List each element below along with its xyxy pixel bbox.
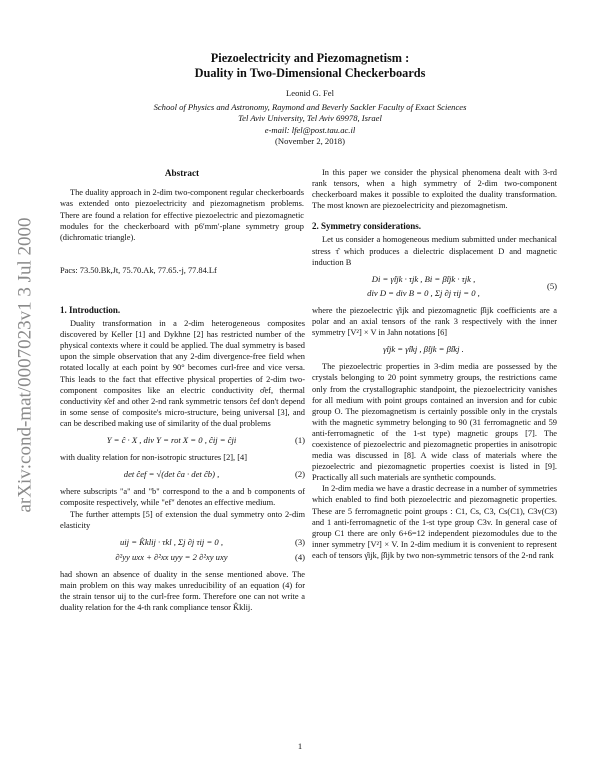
section-2-paragraph-3: The piezoelectric properties in 3-dim media are possessed by the crystals belonging to 20 point symmetry groups, the restrictions came only from the crystallographic standpoint, the piezoelectricity vanishes for all medium with point groups contained an inversion and for cubic group O. The piezomagnetism is certainly possible only in the crystals with the magnetic symmetry belonging to 90 (31 ferromagnetic and 59 anti-ferromagnetic of the 1-st type) magnetic groups [7]. The coexistence of piezoelectric and piezomagnetic properties in anisotropic media was discussed in [8]. A wide class of materials where the piezoelectric and piezomagnetic properties coexist is listed in [9]. Practically all such materials are synthetic compounds. [312,362,557,483]
section-1-paragraph-1: Duality transformation in a 2-dim heterogeneous composites discovered by Keller [1] and Dykhne [2] has restricted number of the physical contexts where it could be applied. The dual symmetry is based upon the simple observation that any 2-dim divergence-free field when rotated locally at each point by 90° becomes curl-free and vice versa. This leads to the fact that effective physical properties of 2-dim two-component composites like an electric conductivity σ̂ef, thermal conductivity κ̂ef and other 2-nd rank symmetric tensors ĉef don't depend in some sense of composite's micro-structure, being universal [3], and can be described making use of similarity of the dual problems [60,319,305,428]
page-number: 1 [297,741,303,751]
author-name: Leonid G. Fel [286,88,334,98]
equation-4-body: ∂²yy uxx + ∂²xx uyy = 2 ∂²xy uxy [115,551,228,562]
title-line-2: Duality in Two-Dimensional Checkerboards [194,66,426,80]
equation-2 [60,469,305,480]
equation-1 [60,435,305,446]
section-1-paragraph-5: had shown an absence of duality in the sense mentioned above. The main problem on this way makes unreducibility of an equation (4) for the strain tensor uij to the curl-free form. Therefore one can not write a duality relation for the 4-th rank compliance tensor K̂klij. [60,569,305,613]
equation-5-line-2: div D = div B = 0 , Σj ∂j τij = 0 , [367,287,480,298]
abstract-heading: Abstract [164,168,200,178]
equation-1-number: (1) [294,435,305,446]
right-paragraph-1: In this paper we consider the physical phenomena dealt with 3-rd rank tensors, when a high symmetry of 2-dim two-component checkerboard makes it possible to exploited the duality transformation. The most known are piezoelectricity and piezomagnetism. [312,168,557,211]
title-line-1: Piezoelectricity and Piezomagnetism : [210,51,410,65]
section-2-paragraph-4: In 2-dim media we have a drastic decrease in a number of symmetries which enabled to find both piezoelectric and piezomagnetic properties. These are 5 ferromagnetic point groups : C1, Cs, C3, Cs(C1), C3v(C3) and 1 anti-ferromagnetic of the 1-st type group C3v. In general case of group C1 there are only 6+6=12 independent piezomodules due to the inner symmetry [V²] × V. In 2-dim medium it is convenient to represent each of tensors γ̂ijk, β̂ijk by two non-symmetric tensors of the 2-nd rank [312,484,557,560]
section-1-paragraph-3: where subscripts "a" and "b" correspond to the a and b components of composite respectively, while "ef" denotes an effective medium. [60,487,305,508]
equation-2-body: det ĉef = √(det ĉa · det ĉb) , [123,469,220,480]
equation-5-line-1: Di = γ̂ijk · τjk , Bi = β̂ijk · τjk , [371,273,476,284]
left-column [60,305,305,613]
equation-6-body: γ̂ijk = γ̂ikj , β̂ijk = β̂ikj . [383,344,464,355]
email: e-mail: lfel@post.tau.ac.il [264,124,356,135]
affiliation-line-1: School of Physics and Astronomy, Raymond and Beverly Sackler Faculty of Exact Sciences [153,101,467,112]
paper-title [100,51,520,81]
section-2-heading: 2. Symmetry considerations. [312,221,421,232]
arxiv-sidebar-id: arXiv:cond-mat/0007023v1 3 Jul 2000 [14,217,35,513]
equation-4 [60,552,305,563]
section-2-paragraph-2: where the piezoelectric γ̂ijk and piezomagnetic β̂ijk coefficients are a polar and an axial tensors of the rank 3 respectively with the inner symmetry [V²] × V in Jahn notations [6] [312,305,557,338]
equation-5-number: (5) [546,280,557,291]
equation-1-body: Y = ĉ · X , div Y = rot X = 0 , ĉij = ĉji [106,435,237,446]
section-2-paragraph-1: Let us consider a homogeneous medium submitted under mechanical stress τ̂ which produces a dielectric displacement D and magnetic induction B [312,235,557,267]
date: (November 2, 2018) [275,136,345,146]
author-block [90,88,530,148]
equation-3 [60,537,305,548]
right-column [312,167,557,561]
pacs-line: Pacs: 73.50.Bk,Jt, 75.70.Ak, 77.65.-j, 77.84.Lf [60,266,217,275]
equation-6 [312,344,557,355]
section-1-paragraph-4: The further attempts [5] of extension the dual symmetry onto 2-dim elasticity [60,509,305,530]
affiliation-line-2: Tel Aviv University, Tel Aviv 69978, Israel [238,113,382,123]
abstract-text: The duality approach in 2-dim two-component regular checkerboards was extended onto piezoelectricity and piezomagnetism problems. There are found a relation for effective piezoelectric and piezomagnetic modules for the checkerboard with p6′mm′-plane symmetry group (dichromatic triangle). [60,188,304,243]
equation-5 [312,274,557,299]
equation-2-number: (2) [294,469,305,480]
section-1-heading: 1. Introduction. [60,305,121,315]
equation-5-body [312,274,535,299]
equation-3-number: (3) [294,536,305,547]
equation-4-number: (4) [294,551,305,562]
section-1-paragraph-2: with duality relation for non-isotropic structures [2], [4] [60,453,247,463]
equation-3-body: uij = K̂klij · τkl , Σj ∂j τij = 0 , [119,536,223,547]
